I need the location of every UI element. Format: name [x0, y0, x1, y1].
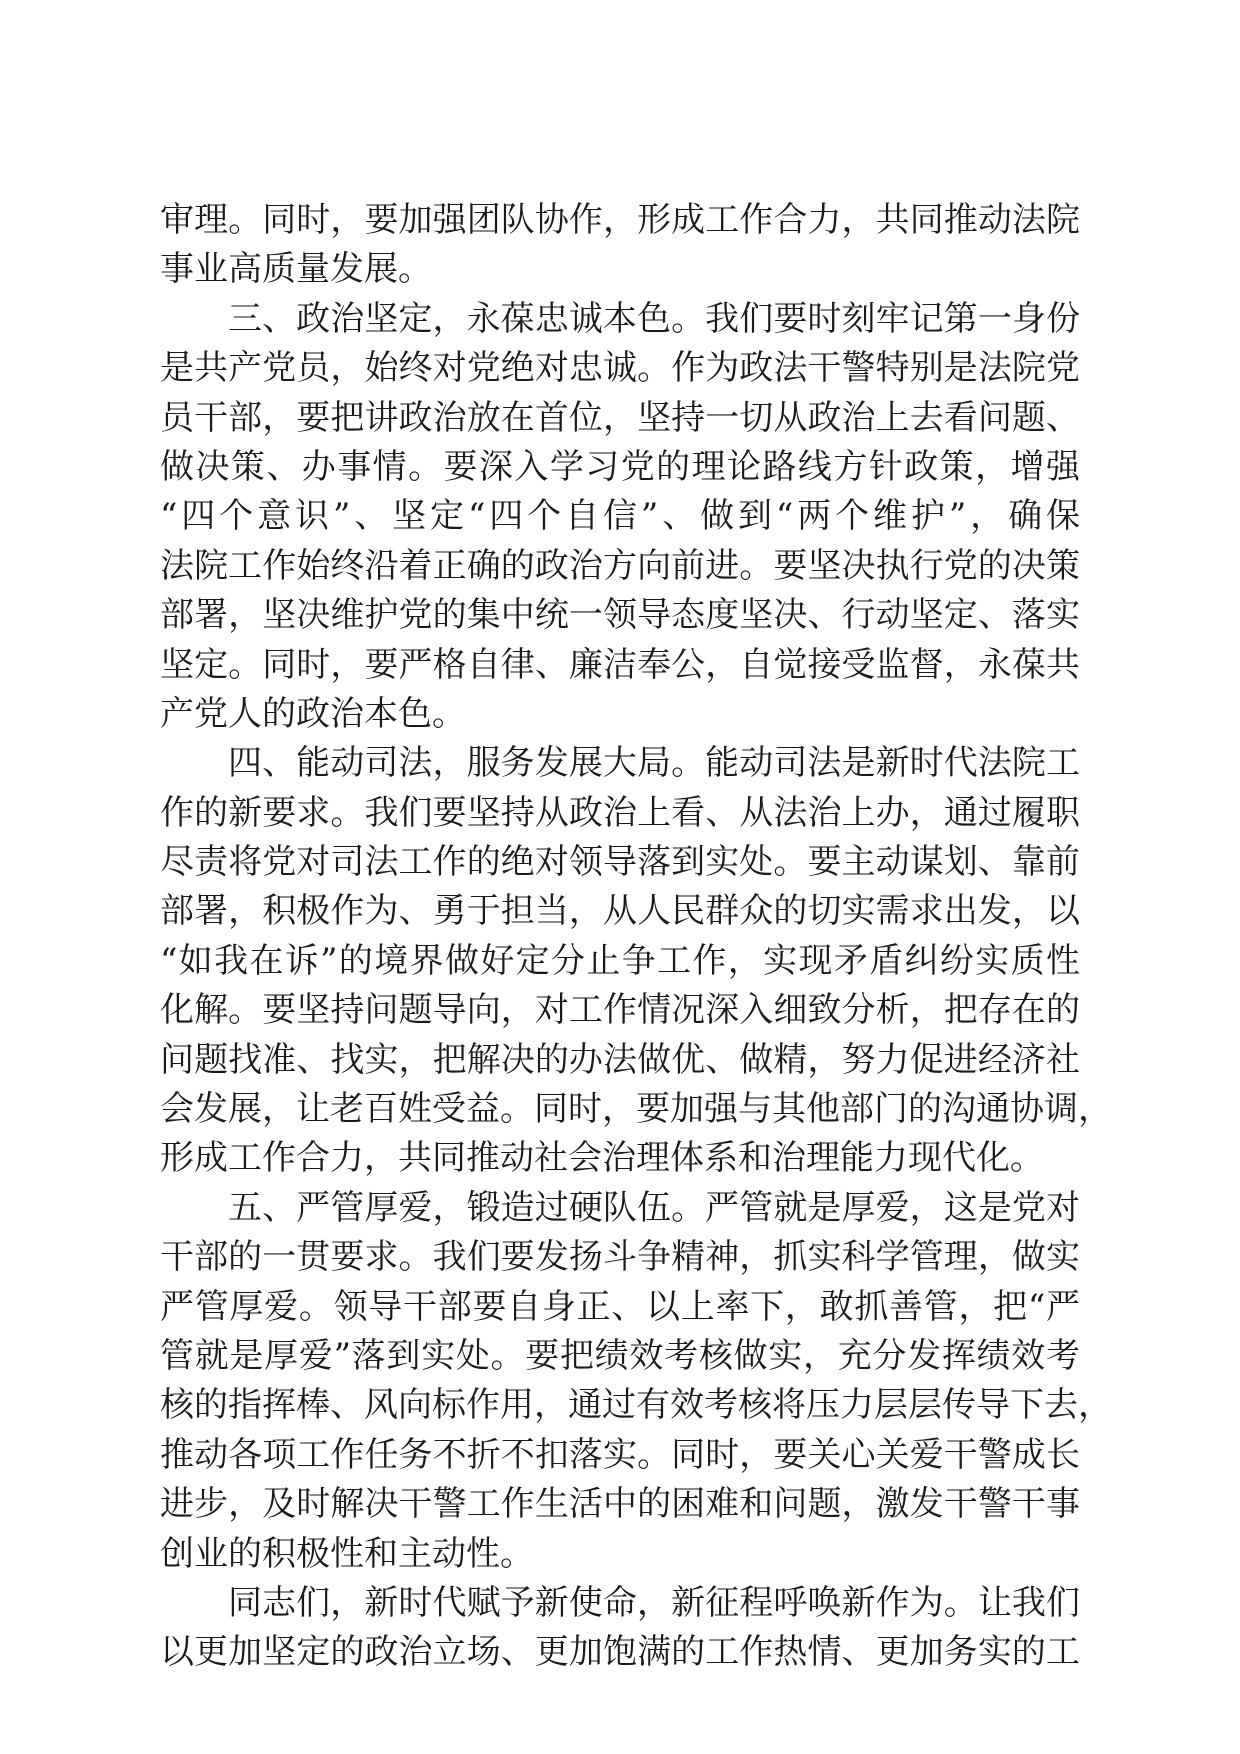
- text-line: 尽责将党对司法工作的绝对领导落到实处。要主动谋划、靠前: [160, 842, 1080, 883]
- text-line: 形成工作合力，共同推动社会治理体系和治理能力现代化。: [160, 1138, 1044, 1179]
- text-line: 以更加坚定的政治立场、更加饱满的工作热情、更加务实的工: [160, 1632, 1080, 1673]
- text-line: 四、能动司法，服务发展大局。能动司法是新时代法院工: [228, 743, 1080, 784]
- text-line: 干部的一贯要求。我们要发扬斗争精神，抓实科学管理，做实: [160, 1237, 1080, 1278]
- text-line: 化解。要坚持问题导向，对工作情况深入细致分析，把存在的: [160, 990, 1080, 1031]
- text-line: 审理。同时，要加强团队协作，形成工作合力，共同推动法院: [160, 200, 1080, 240]
- text-line: 进步，及时解决干警工作生活中的困难和问题，激发干警干事: [160, 1484, 1080, 1525]
- text-line: “如我在诉”的境界做好定分止争工作，实现矛盾纠纷实质性: [160, 940, 1080, 981]
- text-line: 核的指挥棒、风向标作用，通过有效考核将压力层层传导下去，: [160, 1385, 1112, 1426]
- text-line: 坚定。同时，要严格自律、廉洁奉公，自觉接受监督，永葆共: [160, 644, 1080, 685]
- text-line: 产党人的政治本色。: [160, 693, 466, 734]
- text-line: 会发展，让老百姓受益。同时，要加强与其他部门的沟通协调，: [160, 1089, 1112, 1130]
- text-line: 三、政治坚定，永葆忠诚本色。我们要时刻牢记第一身份: [228, 298, 1080, 339]
- text-line: 是共产党员，始终对党绝对忠诚。作为政法干警特别是法院党: [160, 348, 1080, 389]
- body-text: [160, 196, 1112, 1678]
- text-line: 同志们，新时代赋予新使命，新征程呼唤新作为。让我们: [228, 1582, 1080, 1623]
- text-line: 部署，坚决维护党的集中统一领导态度坚决、行动坚定、落实: [160, 595, 1080, 636]
- text-line: 五、严管厚爱，锻造过硬队伍。严管就是厚爱，这是党对: [228, 1187, 1080, 1228]
- text-line: 严管厚爱。领导干部要自身正、以上率下，敢抓善管，把“严: [160, 1286, 1080, 1327]
- text-line: 员干部，要把讲政治放在首位，坚持一切从政治上去看问题、: [160, 397, 1080, 438]
- text-line: “四个意识”、坚定“四个自信”、做到“两个维护”，确保: [160, 496, 1080, 537]
- text-line: 创业的积极性和主动性。: [160, 1533, 534, 1574]
- text-line: 推动各项工作任务不折不扣落实。同时，要关心关爱干警成长: [160, 1434, 1080, 1475]
- text-line: 法院工作始终沿着正确的政治方向前进。要坚决执行党的决策: [160, 545, 1080, 586]
- text-line: 管就是厚爱”落到实处。要把绩效考核做实，充分发挥绩效考: [160, 1335, 1080, 1376]
- text-line: 做决策、办事情。要深入学习党的理论路线方针政策，增强: [160, 446, 1080, 487]
- text-line: 事业高质量发展。: [160, 249, 432, 290]
- text-line: 问题找准、找实，把解决的办法做优、做精，努力促进经济社: [160, 1039, 1080, 1080]
- text-line: 部署，积极作为、勇于担当，从人民群众的切实需求出发，以: [160, 891, 1080, 932]
- text-line: 作的新要求。我们要坚持从政治上看、从法治上办，通过履职: [160, 792, 1080, 833]
